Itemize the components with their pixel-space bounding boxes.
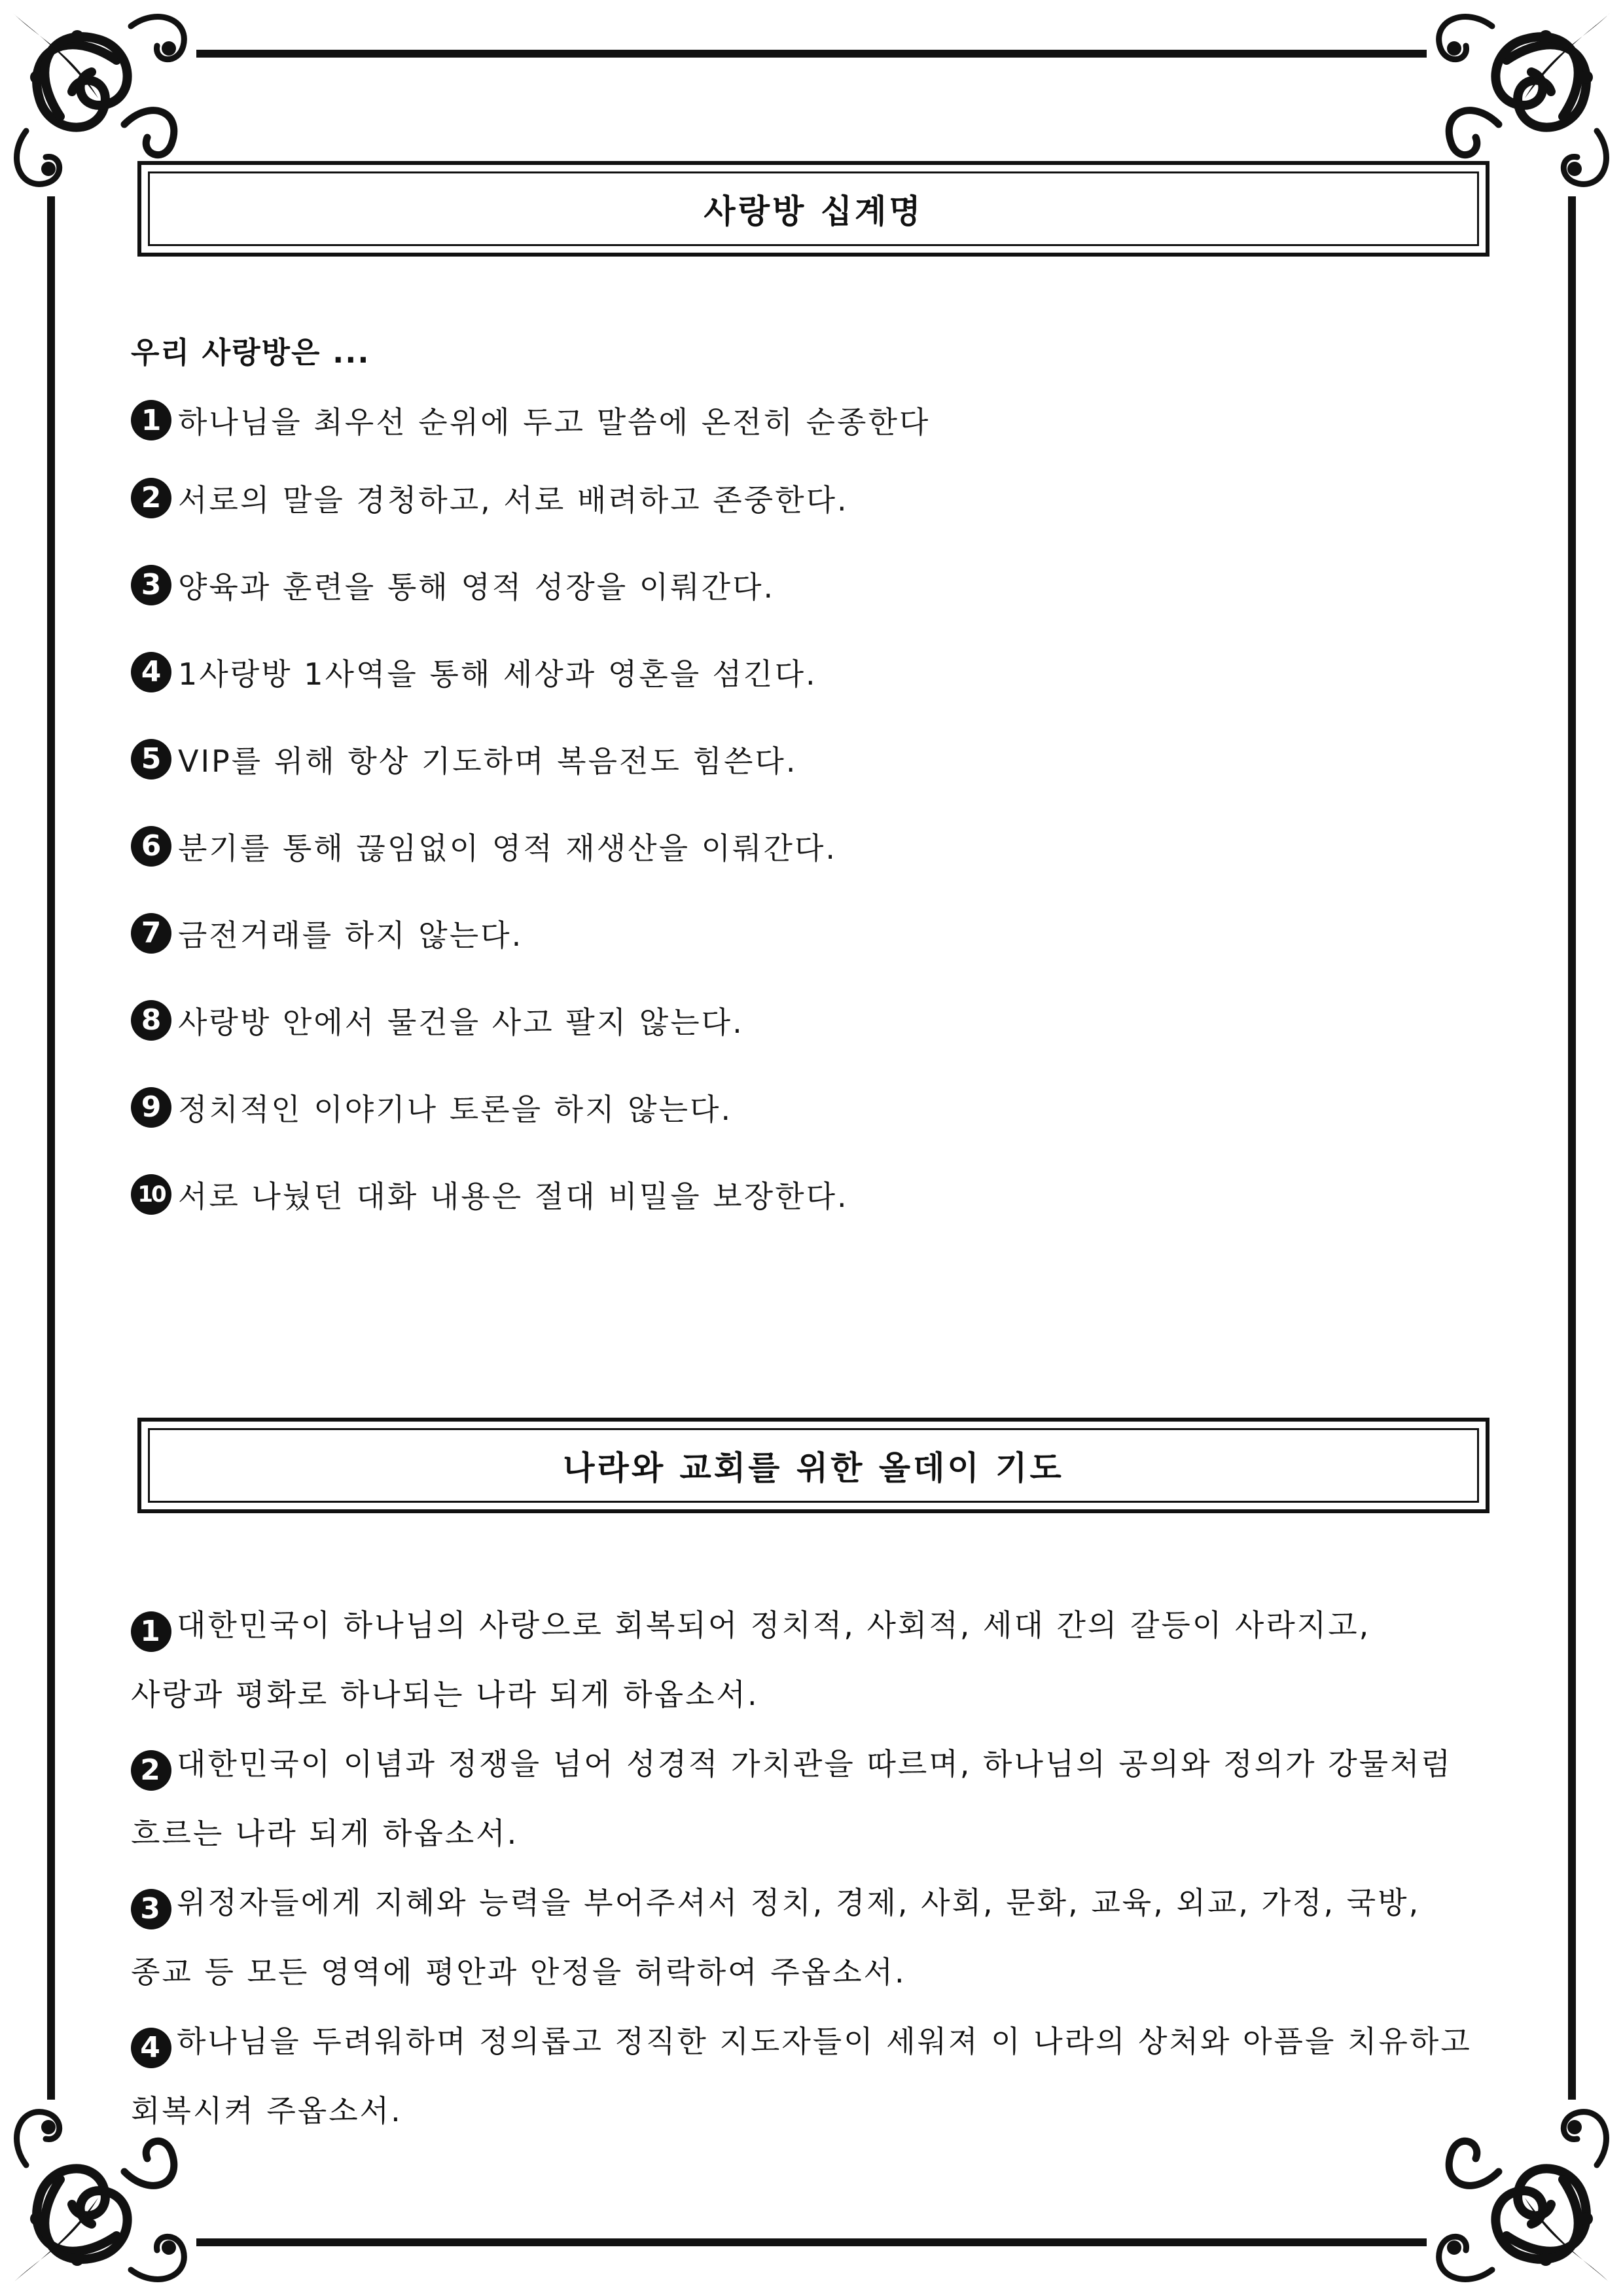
number-badge: 1 [131, 400, 171, 440]
rule-text: 금전거래를 하지 않는다. [178, 917, 524, 953]
list-item [131, 1151, 1472, 1238]
number-badge: 4 [131, 652, 171, 692]
rule-text: 1사랑방 1사역을 통해 세상과 영혼을 섬긴다. [178, 656, 817, 692]
rules-title: 사랑방 십계명 [704, 192, 923, 230]
prayer-line [131, 1729, 1486, 1799]
number-badge: 8 [131, 1000, 171, 1041]
prayer-text-continued: 회복시켜 주옵소서. [131, 2093, 402, 2128]
number-badge: 2 [131, 478, 171, 518]
number-badge: 1 [131, 1611, 171, 1652]
list-item [131, 628, 1472, 715]
prayer-text: 하나님을 두려워하며 정의롭고 정직한 지도자들이 세워져 이 나라의 상처와 아픔을 치유하고 [177, 2024, 1472, 2059]
prayer-text: 위정자들에게 지혜와 능력을 부어주셔서 정치, 경제, 사회, 문화, 교육, 외교, 가정, 국방, [177, 1885, 1421, 1920]
rule-text: 사랑방 안에서 물건을 사고 팔지 않는다. [178, 1004, 744, 1040]
list-item [131, 1868, 1486, 2007]
rule-text: 정치적인 이야기나 토론을 하지 않는다. [178, 1091, 733, 1127]
prayer-text: 대한민국이 이념과 정쟁을 넘어 성경적 가치관을 따르며, 하나님의 공의와 정의가 강물처럼 [177, 1746, 1452, 1782]
prayer-text-continued: 사랑과 평화로 하나되는 나라 되게 하옵소서. [131, 1677, 759, 1712]
number-badge: 3 [131, 1889, 171, 1929]
rules-title-inner-border [148, 171, 1479, 246]
list-item [131, 454, 1472, 541]
list-item [131, 977, 1472, 1064]
rule-text: 분기를 통해 끊임없이 영적 재생산을 이뤄간다. [178, 830, 838, 866]
number-badge: 3 [131, 565, 171, 605]
number-badge: 10 [131, 1174, 171, 1215]
rules-title-box [137, 161, 1489, 257]
rule-text: 서로 나눴던 대화 내용은 절대 비밀을 보장한다. [178, 1178, 849, 1214]
rule-text: 하나님을 최우선 순위에 두고 말씀에 온전히 순종한다 [178, 404, 931, 440]
number-badge: 5 [131, 739, 171, 780]
rule-text: 양육과 훈련을 통해 영적 성장을 이뤄간다. [178, 569, 776, 605]
list-item [131, 2007, 1486, 2145]
list-item [131, 1064, 1472, 1151]
prayer-line [131, 2007, 1486, 2076]
prayer-title-box [137, 1418, 1489, 1513]
list-item [131, 386, 1472, 454]
number-badge: 2 [131, 1750, 171, 1791]
list-item [131, 802, 1472, 889]
prayer-list [131, 1590, 1486, 2145]
list-item [131, 1729, 1486, 1868]
list-item [131, 889, 1472, 977]
prayer-text-continued: 흐르는 나라 되게 하옵소서. [131, 1816, 519, 1851]
list-item [131, 715, 1472, 802]
list-item [131, 541, 1472, 628]
rules-intro: 우리 사랑방은 ... [131, 335, 370, 370]
number-badge: 7 [131, 913, 171, 954]
prayer-line [131, 1590, 1486, 1660]
prayer-title: 나라와 교회를 위한 올데이 기도 [563, 1449, 1064, 1487]
prayer-text: 대한민국이 하나님의 사랑으로 회복되어 정치적, 사회적, 세대 간의 갈등이 사라지고, [177, 1607, 1371, 1643]
rules-list [131, 386, 1472, 1238]
number-badge: 4 [131, 2028, 171, 2068]
prayer-text-continued: 종교 등 모든 영역에 평안과 안정을 허락하여 주옵소서. [131, 1954, 906, 1990]
prayer-line [131, 1868, 1486, 1937]
number-badge: 6 [131, 826, 171, 867]
list-item [131, 1590, 1486, 1729]
rule-text: VIP를 위해 항상 기도하며 복음전도 힘쓴다. [178, 743, 798, 779]
rule-text: 서로의 말을 경청하고, 서로 배려하고 존중한다. [178, 482, 849, 518]
number-badge: 9 [131, 1087, 171, 1128]
prayer-title-inner-border [148, 1428, 1479, 1503]
